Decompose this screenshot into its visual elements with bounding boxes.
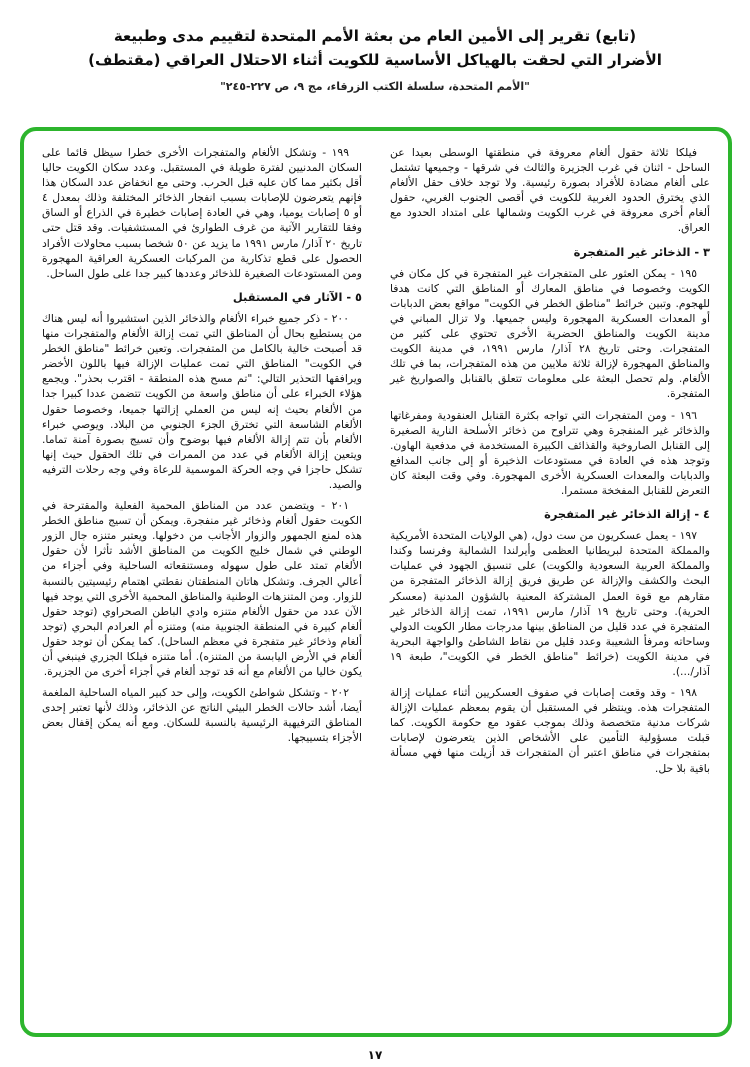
section-heading: ٥ - الآثار في المستقبل bbox=[232, 289, 362, 304]
paragraph: ١٩٥ - يمكن العثور على المتفجرات غير المتفجرة في كل مكان في الكويت وخصوصا في مناطق المعارك أو المناطق التي كانت هدفا للهجوم. وتبين خرائط "مناطق الخطر في الكويت" مواقع بعض الدبابات أو المعدات العسكرية المهجورة وليس جميعها. ولا تزال المباني في مدينة الكويت والمناطق الحضرية الأخرى تحتوي على كثير من المتفجرات. وحتى تاريخ ٢٨ آذار/ مارس ١٩٩١، في مدينة الكويت والمناطق المهجورة لإزالة ثلاثة ملايين من هذه المتفجرات، بما في تلك الألغام. ولم تحصل البعثة على معلومات تتعلق بالقنابل والصواريخ غير المتفجرة. bbox=[390, 266, 710, 401]
two-column-layout bbox=[42, 145, 710, 1021]
section-heading: ٤ - إزالة الذخائر غير المتفجرة bbox=[544, 507, 710, 522]
header-source-citation: "الأمم المتحدة، سلسلة الكتب الزرقاء، مج ٩، ص ٢٢٧-٢٤٥" bbox=[220, 80, 530, 93]
paragraph: ١٩٩ - وتشكل الألغام والمتفجرات الأخرى خطرا سيظل قائما على السكان المدنيين لفترة طويلة في المستقبل. وعدد سكان الكويت حاليا أقل بكثير مما كان عليه قبل الحرب. وحتى مع انخفاض عدد السكان هذا فإنهم يتعرضون للإصابات بسبب انفجار الذخائر المختلفة وذلك بمعدل ٤ أو ٥ إصابات يوميا، وهي في العادة إصابات خطيرة في الذراع أو الساق وفقا للتقارير الآتية من غرف الطوارئ في المستشفيات. وقد قتل حتى تاريخ ٢٠ آذار/ مارس ١٩٩١ ما يزيد عن ٥٠ شخصا بسبب محاولات الأفراد الحصول على قطع تذكارية من المركبات العسكرية العراقية المهجورة ومن المستودعات الصغيرة للذخائر وعددها كبير جدا على طول الساحل. bbox=[42, 146, 362, 280]
paragraph: ١٩٦ - ومن المتفجرات التي تواجه بكثرة القنابل العنقودية ومفرغاتها والذخائر غير المنفجرة وهي تتراوح من ذخائر الأسلحة النارية الصغيرة إلى القنابل الصاروخية والقذائف الكبيرة المستخدمة في مدفعية الهاون. وتوجد هذه في العادة في مستودعات الذخيرة أو إلى جانب المدافع والدبابات والمعدات العسكرية الأخرى المهجورة. وفي وقت البعثة كان التعرض للقنابل المفخخة مستمرا. bbox=[390, 408, 710, 497]
header-title-line2: الأضرار التي لحقت بالهياكل الأساسية للكويت أثناء الاحتلال العراقي (مقتطف) bbox=[88, 51, 662, 69]
document-header bbox=[0, 0, 750, 95]
paragraph: ٢٠١ - ويتضمن عدد من المناطق المحمية الفعلية والمقترحة في الكويت حقول ألغام وذخائر غير منفجرة. ويمكن أن تسيج مناطق الخطر هذه لمنع الجمهور والزوار الأجانب من دخولها. ويعتبر متنزه جال الزور الوطني في شمال خليج الكويت من المناطق الأشد تأثرا لأن حقول الألغام تمتد على طول سهوله ومستنقعاته الساحلية وفي أجزاء من أعالي الجرف. وتشكل هاتان المنطقتان نقطتي اهتمام رئيسيتين بالنسبة للزوار. ومن المتنزهات الوطنية والمناطق المحمية الأخرى التي يوجد فيها الآن عدد من حقول الألغام متنزه وادي الباطن الصحراوي (توجد حقول ألغام كبيرة في المنطقة الجنوبية منه) ومتنزه أم العرادم البحري (توجد ألغام وذخائر غير متفجرة في معظم الساحل). كما يمكن أن توجد حقول ألغام في الأرض اليابسة من المتنزه). أما متنزه فيلكا الجزري فينبغي أن يكون خاليا من الألغام مع أنه قد توجد ألغام في أجزاء أخرى من الجزيرة. bbox=[42, 499, 362, 679]
header-title-line1: (تابع) تقرير إلى الأمين العام من بعثة الأمم المتحدة لتقييم مدى وطبيعة bbox=[113, 27, 637, 45]
content-border-box bbox=[20, 127, 732, 1037]
section-heading: ٣ - الذخائر غير المتفجرة bbox=[573, 244, 710, 259]
paragraph: ٢٠٢ - وتشكل شواطئ الكويت، وإلى حد كبير المياه الساحلية الملغمة أيضا، أشد حالات الخطر البيئي الناتج عن الذخائر، وذلك لأنها تعتبر إحدى المناطق الترفيهية الرئيسية بالنسبة للسكان. ومع أنه يمكن إقفال بعض الأجزاء بتسييجها. bbox=[42, 686, 362, 745]
column-left bbox=[42, 145, 362, 1021]
paragraph: ٢٠٠ - ذكر جميع خبراء الألغام والذخائر الذين استشيروا أنه ليس هناك من يستطيع بحال أن المناطق التي تمت إزالة الألغام والمتفجرات منها قد أصبحت خالية بالكامل من المتفجرات. وتعين خرائط "مناطق الخطر في الكويت" المناطق التي تمت عمليات الإزالة فيها باللون الأخضر ويرافقها التحذير التالي: "تم مسح هذه المنطقة - اقترب بحذر". ويجمع هؤلاء الخبراء على أن مناطق واسعة من الكويت تتضمن عددا كبيرا جدا من الألغام بحيث إنه ليس من العملي إزالتها جميعا، وخصوصا حقول الألغام الشاسعة التي تخترق الجزء الجنوبي من البلاد. ويوصي خبراء الألغام بأن تتم إزالة الألغام فيها بوضوح وأن تسيج بصورة آمنة تماما. ويتعين إزالة الألغام في عدد من الممرات في تلك الحقول حيث إنها تشكل حاجزا في وجه الحركة الموسمية للرعاة وفي وجه رحلات الترفيه والصيد. bbox=[42, 311, 362, 491]
paragraph: ١٩٨ - وقد وقعت إصابات في صفوف العسكريين أثناء عمليات إزالة المتفجرات هذه. وينتظر في المستقبل أن يقوم بمعظم عمليات الإزالة شركات مدنية متخصصة وذلك بموجب عقود مع حكومة الكويت. كما قبلت مسؤولية التأمين على الأشخاص الذين يتعرضون لإصابات بمتفجرات في مناطق اعتبر أن المتفجرات قد أزيلت منها فهي مسألة باقية بلا حل. bbox=[390, 686, 710, 775]
column-right bbox=[390, 145, 710, 1021]
paragraph: ١٩٧ - يعمل عسكريون من ست دول، (هي الولايات المتحدة الأمريكية والمملكة المتحدة لبريطانيا العظمى وأيرلندا الشمالية وفرنسا وكندا والمملكة العربية السعودية والكويت) على تنسيق الجهود في عمليات البحث والكشف والإزالة عن طريق فريق إزالة الذخائر المتفجرة من مقارهم مع قوة العمل المشتركة المعنية بالشؤون المدنية (معسكر الحرية). وحتى تاريخ ١٩ آذار/ مارس ١٩٩١، تمت إزالة الذخائر غير المتفجرة في عدد قليل من المناطق بينها مدرجات مطار الكويت الدولي وساحاته ومرفأ الشعيبة وعدد قليل من نقاط الشاطئ والواجهة البحرية في مدينة الكويت (خرائط "مناطق الخطر في الكويت"، طبعة ١٩ آذار/...). bbox=[390, 529, 710, 678]
page-number: ١٧ bbox=[367, 1048, 383, 1062]
paragraph: فيلكا ثلاثة حقول ألغام معروفة في منطقتها الوسطى بعيدا عن الساحل - اثنان في غرب الجزيرة والثالث في شرقها - وجميعها تشتمل على ألغام مضادة للأفراد بصورة رئيسية. ولا توجد خلاف حقل الألغام الذي يخترق الحدود الغربية للكويت في أقصى الجنوب الغربي، حقول ألغام أخرى معروفة في غرب الكويت وشمالها على امتداد الحدود مع العراق. bbox=[390, 146, 710, 235]
